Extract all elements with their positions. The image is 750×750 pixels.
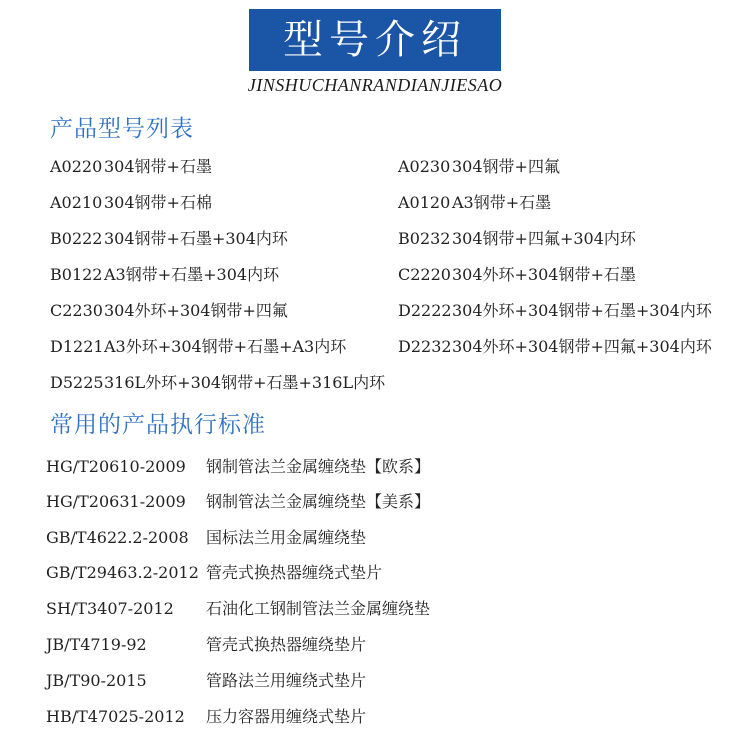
standard-desc: 钢制管法兰金属缠绕垫【美系】: [206, 492, 431, 511]
model-desc: A3钢带+石墨+304内环: [104, 265, 280, 284]
standard-row: [46, 492, 430, 512]
model-code: D2222: [398, 301, 452, 320]
standard-row: [46, 707, 366, 727]
banner-subtitle: JINSHUCHANRANDIANJIESAO: [247, 75, 503, 95]
model-code: A0210: [50, 193, 103, 212]
model-desc: 304钢带+石墨: [104, 157, 212, 176]
standard-row: [46, 563, 382, 583]
model-desc: 304外环+304钢带+石墨+304内环: [452, 301, 712, 320]
standard-desc: 管壳式换热器缠绕式垫片: [206, 563, 383, 582]
model-desc: 304外环+304钢带+四氟+304内环: [452, 337, 712, 356]
model-code: A0230: [398, 157, 451, 176]
model-desc: A3外环+304钢带+石墨+A3内环: [104, 337, 347, 356]
model-desc: 316L外环+304钢带+石墨+316L内环: [104, 373, 386, 392]
standard-row: [46, 671, 366, 691]
model-desc: A3钢带+石墨: [452, 193, 552, 212]
standard-desc: 国标法兰用金属缠绕垫: [206, 528, 367, 547]
standard-code: HG/T20610-2009: [46, 457, 186, 476]
standard-code: HB/T47025-2012: [46, 707, 185, 726]
model-code: B0122: [50, 265, 103, 284]
model-code: B0232: [398, 229, 451, 248]
model-code: D1221: [50, 337, 104, 356]
standards-section-title: 常用的产品执行标准: [50, 412, 266, 438]
standard-code: HG/T20631-2009: [46, 492, 186, 511]
standard-desc: 石油化工钢制管法兰金属缠绕垫: [206, 599, 431, 618]
standard-desc: 压力容器用缠绕式垫片: [206, 707, 367, 726]
standard-code: SH/T3407-2012: [46, 599, 174, 618]
standard-row: [46, 528, 366, 548]
model-code: D5225: [50, 373, 104, 392]
model-code: A0120: [398, 193, 451, 212]
standard-code: JB/T90-2015: [46, 671, 147, 690]
model-code: C2220: [398, 265, 451, 284]
model-code: A0220: [50, 157, 103, 176]
standard-code: GB/T29463.2-2012: [46, 563, 199, 582]
model-desc: 304外环+304钢带+石墨: [452, 265, 636, 284]
model-desc: 304外环+304钢带+四氟: [104, 301, 288, 320]
standard-row: [46, 457, 430, 477]
model-code: B0222: [50, 229, 103, 248]
standard-code: GB/T4622.2-2008: [46, 528, 189, 547]
model-desc: 304钢带+四氟: [452, 157, 560, 176]
model-desc: 304钢带+石棉: [104, 193, 212, 212]
banner-title: 型号介绍: [283, 17, 467, 63]
models-section-title: 产品型号列表: [50, 116, 194, 142]
standard-code: JB/T4719-92: [46, 635, 147, 654]
model-code: C2230: [50, 301, 103, 320]
standard-row: [46, 599, 430, 619]
standard-row: [46, 635, 366, 655]
model-desc: 304钢带+四氟+304内环: [452, 229, 636, 248]
standard-desc: 管壳式换热器缠绕垫片: [206, 635, 367, 654]
standard-desc: 钢制管法兰金属缠绕垫【欧系】: [206, 457, 431, 476]
model-desc: 304钢带+石墨+304内环: [104, 229, 288, 248]
model-code: D2232: [398, 337, 452, 356]
standard-desc: 管路法兰用缠绕式垫片: [206, 671, 367, 690]
